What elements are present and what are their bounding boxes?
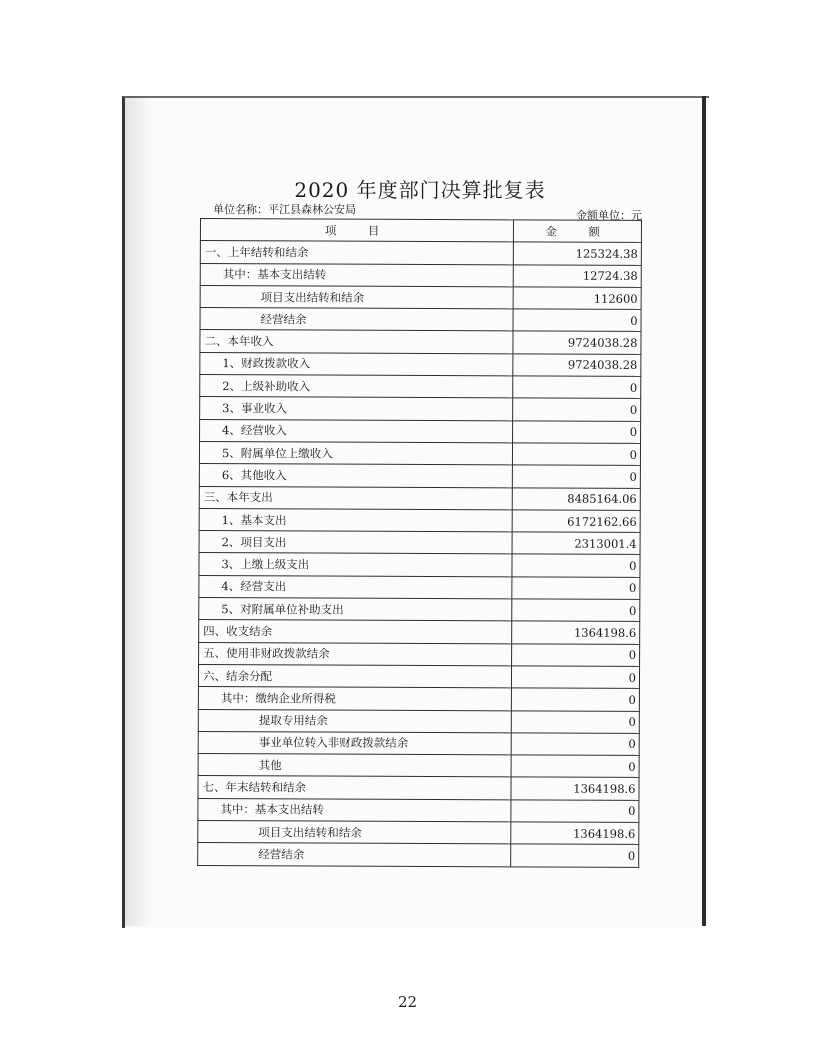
row-amount-value: 0	[511, 733, 639, 756]
table-row	[199, 531, 640, 555]
row-amount-value: 8485164.06	[513, 487, 641, 510]
row-item-label: 六、结余分配	[198, 664, 511, 688]
row-amount-value: 0	[513, 376, 641, 399]
row-item-label: 项目支出结转和结余	[198, 821, 511, 845]
page-number: 22	[397, 993, 418, 1011]
row-item-label: 四、收支结余	[199, 620, 512, 644]
row-amount-value: 0	[513, 398, 641, 421]
table-row	[198, 798, 639, 822]
row-amount-value: 0	[512, 644, 640, 667]
row-item-label: 一、上年结转和结余	[200, 241, 513, 265]
row-item-label: 6、其他收入	[199, 464, 512, 488]
row-amount-value: 0	[511, 800, 639, 823]
row-amount-value: 0	[512, 599, 640, 622]
row-amount-value: 0	[513, 421, 641, 444]
table-row	[199, 620, 640, 644]
row-item-label: 二、本年收入	[200, 330, 513, 354]
table-row	[200, 285, 641, 309]
row-amount-value: 0	[513, 443, 641, 466]
unit-name-label: 单位名称：平江县森林公安局	[213, 203, 356, 216]
table-row	[200, 308, 641, 332]
row-item-label: 其中：缴纳企业所得税	[198, 687, 511, 711]
row-item-label: 1、财政拨款收入	[200, 352, 513, 376]
scan-right-edge	[702, 96, 706, 926]
row-item-label: 其中：基本支出结转	[198, 798, 511, 822]
row-item-label: 三、本年支出	[199, 486, 512, 510]
column-header-amount: 金 额	[514, 220, 642, 243]
table-row	[200, 352, 641, 376]
row-amount-value: 1364198.6	[511, 777, 639, 800]
row-item-label: 经营结余	[200, 308, 513, 332]
row-amount-value: 0	[513, 465, 641, 488]
table-row	[198, 664, 639, 688]
row-amount-value: 0	[511, 755, 639, 778]
row-amount-value: 0	[512, 688, 640, 711]
row-amount-value: 12724.38	[514, 264, 642, 287]
row-item-label: 七、年末结转和结余	[198, 776, 511, 800]
row-item-label: 事业单位转入非财政拨款结余	[198, 731, 511, 755]
row-item-label: 2、项目支出	[199, 531, 512, 555]
table-row	[199, 598, 640, 622]
table-row	[198, 709, 639, 733]
table-row	[200, 419, 641, 443]
table-row	[199, 642, 640, 666]
table-row	[200, 330, 641, 354]
table-row	[198, 821, 639, 845]
table-row	[198, 754, 639, 778]
row-item-label: 1、基本支出	[199, 508, 512, 532]
table-row	[199, 464, 640, 488]
row-amount-value: 0	[512, 554, 640, 577]
final-accounts-table	[197, 218, 642, 868]
row-amount-value: 9724038.28	[513, 331, 641, 354]
row-amount-value: 2313001.4	[512, 532, 640, 555]
row-item-label: 4、经营收入	[200, 419, 513, 443]
table-row	[198, 731, 639, 755]
table-row	[200, 241, 641, 265]
row-item-label: 其他	[198, 754, 511, 778]
row-item-label: 其中：基本支出结转	[200, 263, 513, 287]
table-row	[199, 508, 640, 532]
row-item-label: 3、事业收入	[200, 397, 513, 421]
row-amount-value: 6172162.66	[512, 510, 640, 533]
row-item-label: 4、经营支出	[199, 575, 512, 599]
table-row	[199, 486, 640, 510]
row-amount-value: 0	[512, 666, 640, 689]
table-row	[199, 553, 640, 577]
row-item-label: 项目支出结转和结余	[200, 285, 513, 309]
row-amount-value: 0	[513, 309, 641, 332]
table-row	[200, 263, 641, 287]
table-header-row	[200, 219, 641, 243]
scan-shadow	[122, 96, 152, 926]
row-amount-value: 125324.38	[514, 242, 642, 265]
document-title: 2020 年度部门决算批复表	[294, 178, 546, 202]
row-amount-value: 1364198.6	[511, 822, 639, 845]
row-amount-value: 9724038.28	[513, 354, 641, 377]
row-item-label: 3、上缴上级支出	[199, 553, 512, 577]
row-amount-value: 112600	[513, 287, 641, 310]
row-amount-value: 0	[511, 844, 639, 867]
row-item-label: 5、对附属单位补助支出	[199, 598, 512, 622]
row-item-label: 经营结余	[198, 843, 511, 867]
table-row	[198, 687, 639, 711]
row-item-label: 5、附属单位上缴收入	[199, 441, 512, 465]
row-amount-value: 1364198.6	[512, 621, 640, 644]
table-row	[199, 441, 640, 465]
row-item-label: 五、使用非财政拨款结余	[199, 642, 512, 666]
table-row	[199, 575, 640, 599]
table-row	[200, 375, 641, 399]
table-row	[198, 776, 639, 800]
row-amount-value: 0	[512, 710, 640, 733]
currency-unit-label: 金额单位：元	[576, 209, 642, 222]
row-item-label: 提取专用结余	[198, 709, 511, 733]
table-row	[200, 397, 641, 421]
table-row	[198, 843, 639, 867]
column-header-item: 项 目	[200, 219, 513, 243]
row-item-label: 2、上级补助收入	[200, 375, 513, 399]
table-body	[198, 241, 642, 867]
row-amount-value: 0	[512, 577, 640, 600]
